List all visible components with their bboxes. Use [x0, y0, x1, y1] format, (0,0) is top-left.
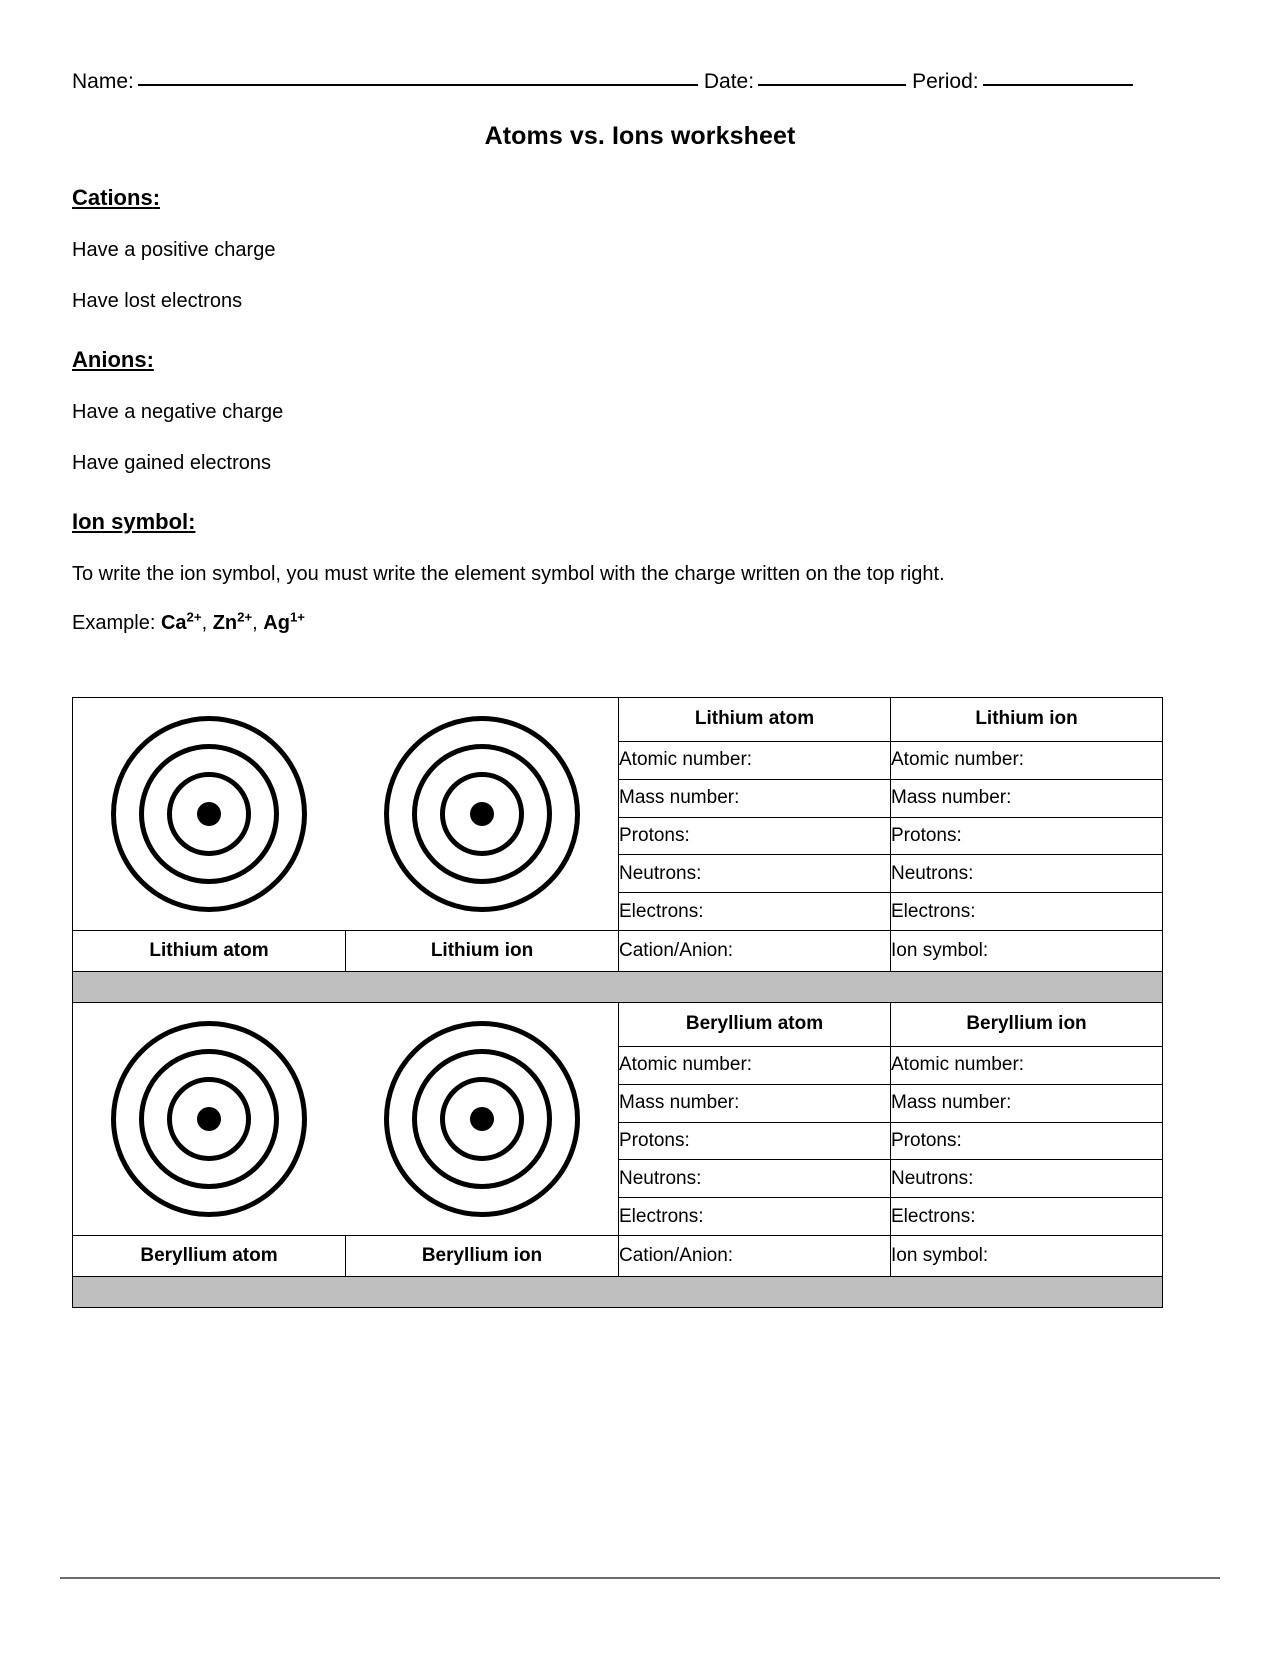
- example-ion-ca: [160, 609, 202, 634]
- example-label: Example:: [72, 612, 161, 634]
- diagram-cell: [73, 1003, 619, 1236]
- nucleus-dot: [470, 1107, 494, 1131]
- table-row: [73, 1236, 1163, 1277]
- section-heading-anions-text: Anions: [72, 347, 147, 372]
- example-separator: ,: [252, 612, 264, 634]
- property-cell-electrons[interactable]: Electrons:: [619, 893, 891, 931]
- property-cell-electrons[interactable]: Electrons:: [619, 1198, 891, 1236]
- column-header-atom: Lithium atom: [619, 698, 891, 742]
- section-heading-cations: [72, 185, 1208, 211]
- cations-line-1: Have a positive charge: [72, 239, 276, 261]
- anions-line-1: Have a negative charge: [72, 401, 284, 423]
- example-symbol-list: [160, 609, 306, 634]
- property-cell-atomicnumber[interactable]: Atomic number:: [619, 741, 891, 779]
- section-heading-cations-text: Cations: [72, 185, 153, 210]
- diagram-caption-ion: Beryllium ion: [346, 1236, 619, 1277]
- section-heading-ion-symbol-text: Ion symbol: [72, 509, 189, 534]
- example-ion-zn: [212, 609, 253, 634]
- page-title: Atoms vs. Ions worksheet: [484, 122, 796, 150]
- section-spacer-row: [73, 972, 1163, 1003]
- table-row: [73, 698, 1163, 742]
- section-heading-cations-colon: :: [152, 185, 161, 210]
- gray-spacer-band: [73, 972, 1163, 1003]
- example-charge-superscript: 1+: [289, 609, 306, 625]
- gray-spacer-band: [73, 1277, 1163, 1308]
- diagram-pair: [73, 698, 618, 930]
- section-spacer-row: [73, 1277, 1163, 1308]
- property-cell-protons[interactable]: Protons:: [619, 817, 891, 855]
- cation-anion-cell[interactable]: Cation/Anion:: [619, 1236, 891, 1277]
- example-separator: ,: [201, 612, 213, 634]
- ion-symbol-cell[interactable]: Ion symbol:: [891, 931, 1163, 972]
- cations-line-2: Have lost electrons: [72, 290, 243, 312]
- anions-line-2: Have gained electrons: [72, 452, 272, 474]
- ion-symbol-example: [72, 609, 1208, 635]
- name-label: Name:: [72, 70, 134, 93]
- ion-symbol-cell[interactable]: Ion symbol:: [891, 1236, 1163, 1277]
- name-blank-line[interactable]: [138, 84, 698, 86]
- example-charge-superscript: 2+: [237, 609, 253, 625]
- section-heading-ion-symbol: [72, 509, 1208, 535]
- date-label: Date:: [703, 70, 755, 93]
- property-cell-atomicnumber[interactable]: Atomic number:: [619, 1046, 891, 1084]
- section-heading-anions: [72, 347, 1208, 373]
- example-charge-superscript: 2+: [186, 609, 202, 625]
- example-element-symbol: Ca: [160, 612, 187, 634]
- worksheet-tables: [72, 697, 1162, 1308]
- example-element-symbol: Ag: [263, 612, 290, 634]
- cation-anion-cell[interactable]: Cation/Anion:: [619, 931, 891, 972]
- diagram-cell: [73, 698, 619, 931]
- property-cell-massnumber[interactable]: Mass number:: [891, 779, 1163, 817]
- diagram-caption-ion: Lithium ion: [346, 931, 619, 972]
- property-cell-protons[interactable]: Protons:: [891, 1122, 1163, 1160]
- atom-diagram: [111, 1021, 307, 1217]
- property-cell-massnumber[interactable]: Mass number:: [891, 1084, 1163, 1122]
- date-blank-line[interactable]: [758, 84, 906, 86]
- property-cell-atomicnumber[interactable]: Atomic number:: [891, 1046, 1163, 1084]
- table-row: [73, 1003, 1163, 1047]
- student-info-bar: [72, 0, 1208, 94]
- nucleus-dot: [470, 802, 494, 826]
- column-header-ion: Lithium ion: [891, 698, 1163, 742]
- section-heading-anions-colon: :: [146, 347, 154, 372]
- nucleus-dot: [197, 802, 221, 826]
- column-header-atom: Beryllium atom: [619, 1003, 891, 1047]
- period-label: Period:: [912, 70, 979, 93]
- nucleus-dot: [197, 1107, 221, 1131]
- property-cell-massnumber[interactable]: Mass number:: [619, 1084, 891, 1122]
- footer-rule: [60, 1577, 1220, 1579]
- period-blank-line[interactable]: [983, 84, 1133, 86]
- property-cell-neutrons[interactable]: Neutrons:: [891, 855, 1163, 893]
- ion-symbol-description: To write the ion symbol, you must write the element symbol with the charge written on the top right.: [72, 563, 945, 585]
- section-heading-ion-symbol-colon: :: [188, 509, 196, 534]
- example-element-symbol: Zn: [212, 612, 238, 634]
- property-cell-neutrons[interactable]: Neutrons:: [619, 855, 891, 893]
- diagram-pair: [73, 1003, 618, 1235]
- property-cell-neutrons[interactable]: Neutrons:: [891, 1160, 1163, 1198]
- ion-diagram: [384, 1021, 580, 1217]
- property-cell-electrons[interactable]: Electrons:: [891, 1198, 1163, 1236]
- property-cell-atomicnumber[interactable]: Atomic number:: [891, 741, 1163, 779]
- column-header-ion: Beryllium ion: [891, 1003, 1163, 1047]
- diagram-caption-atom: Beryllium atom: [73, 1236, 346, 1277]
- property-cell-protons[interactable]: Protons:: [619, 1122, 891, 1160]
- property-cell-protons[interactable]: Protons:: [891, 817, 1163, 855]
- property-cell-neutrons[interactable]: Neutrons:: [619, 1160, 891, 1198]
- property-cell-electrons[interactable]: Electrons:: [891, 893, 1163, 931]
- atom-diagram: [111, 716, 307, 912]
- property-cell-massnumber[interactable]: Mass number:: [619, 779, 891, 817]
- diagram-caption-atom: Lithium atom: [73, 931, 346, 972]
- atoms-ions-table: [72, 697, 1163, 1308]
- example-ion-ag: [263, 609, 306, 634]
- ion-diagram: [384, 716, 580, 912]
- table-row: [73, 931, 1163, 972]
